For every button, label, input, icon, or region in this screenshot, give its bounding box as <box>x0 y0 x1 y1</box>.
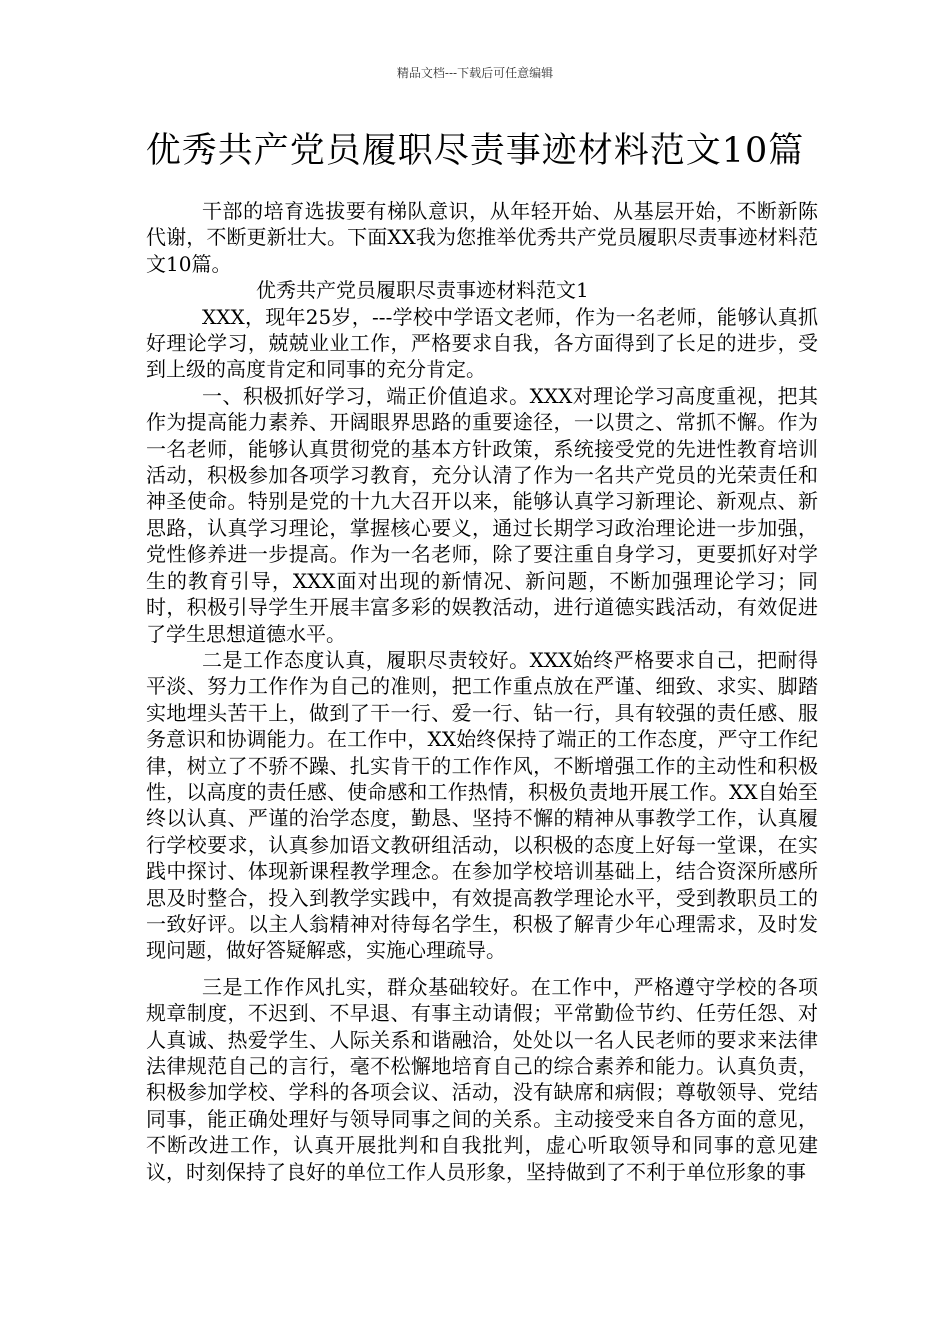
document-title: 优秀共产党员履职尽责事迹材料范文10篇 <box>145 131 805 171</box>
intro-paragraph: 干部的培育选拔要有梯队意识，从年轻开始、从基层开始，不断新陈代谢，不断更新壮大。下面XX我为您推举优秀共产党员履职尽责事迹材料范文10篇。 <box>146 199 818 276</box>
body-paragraph: 二是工作态度认真，履职尽责较好。XXX始终严格要求自己，把耐得平淡、努力工作作为自己的准则，把工作重点放在严谨、细致、求实、脚踏实地埋头苦干上，做到了干一行、爱一行、钻一行，具有较强的责任感、服务意识和协调能力。在工作中，XX始终保持了端正的工作态度，严守工作纪律，树立了不骄不躁、扎实肯干的工作作风，不断增强工作的主动性和积极性，以高度的责任感、使命感和工作热情，积极负责地开展工作。XX自始至终以认真、严谨的治学态度，勤恳、坚持不懈的精神从事教学工作，认真履行学校要求，认真参加语文教研组活动，以积极的态度上好每一堂课，在实践中探讨、体现新课程教学理念。在参加学校培训基础上，结合资深所感所思及时整合，投入到教学实践中，有效提高教学理论水平，受到教职员工的一致好评。以主人翁精神对待每名学生，积极了解青少年心理需求，及时发现问题，做好答疑解惑，实施心理疏导。 <box>146 647 818 963</box>
header-note: 精品文档---下载后可任意编辑 <box>396 66 554 80</box>
body-paragraph: XXX，现年25岁，---学校中学语文老师，作为一名老师，能够认真抓好理论学习，兢兢业业工作，严格要求自我，各方面得到了长足的进步，受到上级的高度肯定和同事的充分肯定。 <box>146 304 818 382</box>
body-paragraph: 三是工作作风扎实，群众基础较好。在工作中，严格遵守学校的各项规章制度，不迟到、不早退、有事主动请假；平常勤俭节约、任劳任怨、对人真诚、热爱学生、人际关系和谐融洽，处处以一名人民老师的要求来法律法律规范自己的言行，毫不松懈地培育自己的综合素养和能力。认真负责，积极参加学校、学科的各项会议、活动，没有缺席和病假；尊敬领导、党结同事，能正确处理好与领导同事之间的关系。主动接受来自各方面的意见，不断改进工作，认真开展批判和自我批判，虚心听取领导和同事的意见建议，时刻保持了良好的单位工作人员形象，坚持做到了不利于单位形象的事 <box>146 974 818 1184</box>
body-paragraph: 一、积极抓好学习，端正价值追求。XXX对理论学习高度重视，把其作为提高能力素养、开阔眼界思路的重要途径，一以贯之、常抓不懈。作为一名老师，能够认真贯彻党的基本方针政策，系统接受党的先进性教育培训活动，积极参加各项学习教育，充分认清了作为一名共产党员的光荣责任和神圣使命。特别是党的十九大召开以来，能够认真学习新理论、新观点、新思路，认真学习理论，掌握核心要义，通过长期学习政治理论进一步加强，党性修养进一步提高。作为一名老师，除了要注重自身学习，更要抓好对学生的教育引导，XXX面对出现的新情况、新问题，不断加强理论学习；同时，积极引导学生开展丰富多彩的娱教活动，进行道德实践活动，有效促进了学生思想道德水平。 <box>146 383 818 646</box>
document-body <box>146 198 818 1185</box>
section-title: 优秀共产党员履职尽责事迹材料范文1 <box>256 278 589 303</box>
